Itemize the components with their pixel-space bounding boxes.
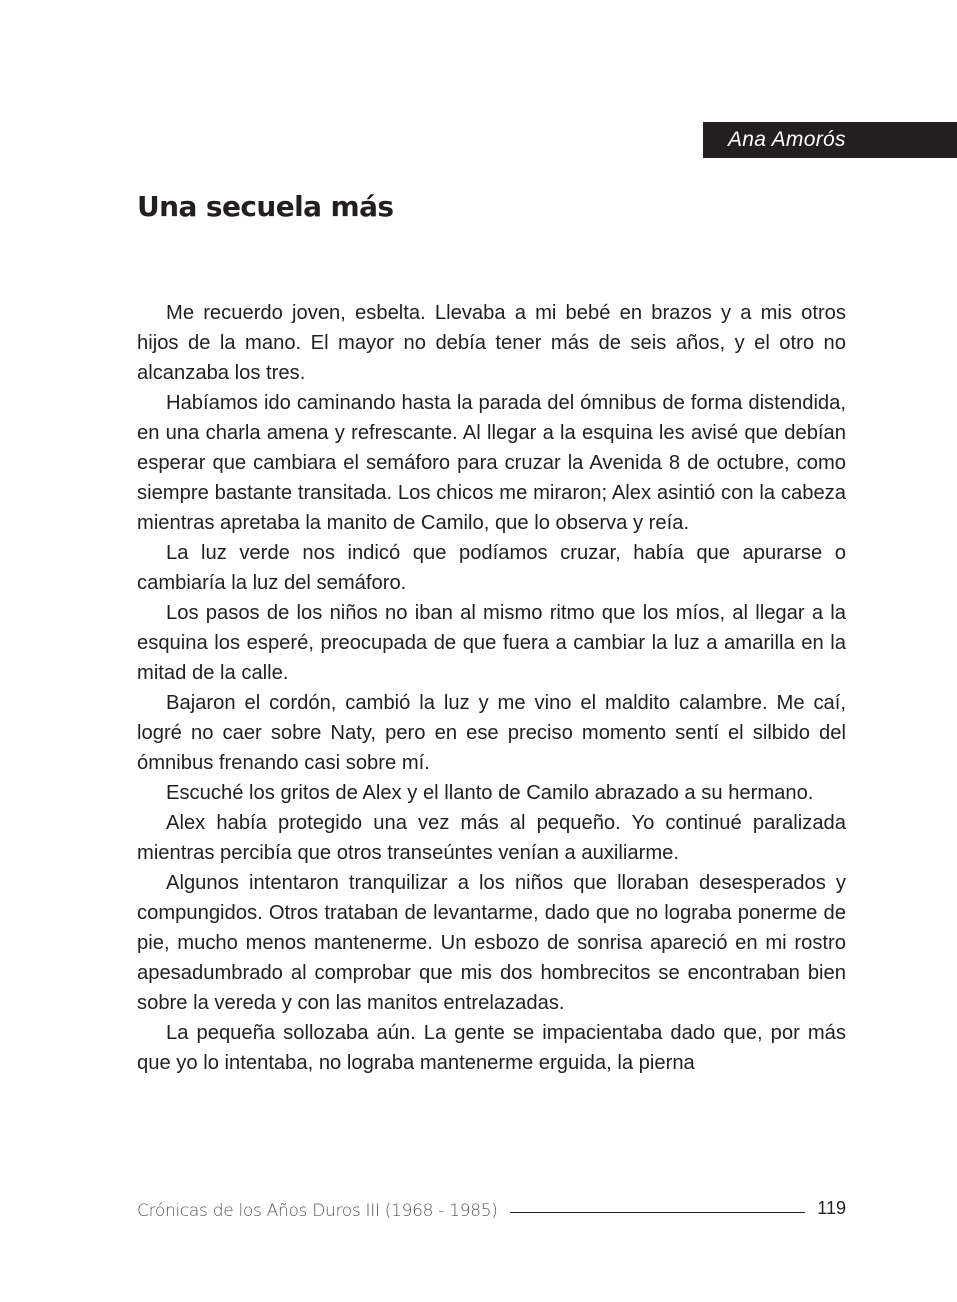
- paragraph: La luz verde nos indicó que podíamos cruzar, había que apurarse o cambiaría la luz del semáforo.: [137, 542, 846, 594]
- paragraph: Alex había protegido una vez más al pequeño. Yo continué paralizada mientras percibía que otros transeúntes venían a auxiliarme.: [137, 812, 846, 864]
- page-footer: [137, 1196, 846, 1226]
- paragraph: Escuché los gritos de Alex y el llanto de Camilo abrazado a su hermano.: [166, 782, 814, 804]
- paragraph: Habíamos ido caminando hasta la parada del ómnibus de forma distendida, en una charla amena y refrescante. Al llegar a la esquina les avisé que debían esperar que cambiara el semáforo para cruzar la Avenida 8 de octubre, como siempre bastante transitada. Los chicos me miraron; Alex asintió con la cabeza mientras apretaba la manito de Camilo, que lo observa y reía.: [137, 392, 846, 534]
- body-text: [137, 298, 846, 1078]
- paragraph: Me recuerdo joven, esbelta. Llevaba a mi bebé en brazos y a mis otros hijos de la mano. El mayor no debía tener más de seis años, y el otro no alcanzaba los tres.: [137, 302, 846, 384]
- chapter-title: Una secuela más: [137, 190, 394, 223]
- page-number: 119: [817, 1197, 846, 1218]
- book-title: Crónicas de los Años Duros III (1968 - 1985): [137, 1201, 498, 1221]
- author-name-tab: Ana Amorós: [703, 122, 957, 158]
- paragraph: Algunos intentaron tranquilizar a los niños que lloraban desesperados y compungidos. Otros trataban de levantarme, dado que no lograba ponerme de pie, mucho menos mantenerme. Un esbozo de sonrisa apareció en mi rostro apesadumbrado al comprobar que mis dos hombrecitos se encontraban bien sobre la vereda y con las manitos entrelazadas.: [137, 872, 846, 1014]
- footer-divider: [510, 1212, 806, 1213]
- paragraph: La pequeña sollozaba aún. La gente se impacientaba dado que, por más que yo lo intentaba, no lograba mantenerme erguida, la pierna: [137, 1022, 846, 1074]
- paragraph: Los pasos de los niños no iban al mismo ritmo que los míos, al llegar a la esquina los esperé, preocupada de que fuera a cambiar la luz a amarilla en la mitad de la calle.: [137, 602, 846, 684]
- paragraph: Bajaron el cordón, cambió la luz y me vino el maldito calambre. Me caí, logré no caer sobre Naty, pero en ese preciso momento sentí el silbido del ómnibus frenando casi sobre mí.: [137, 692, 846, 774]
